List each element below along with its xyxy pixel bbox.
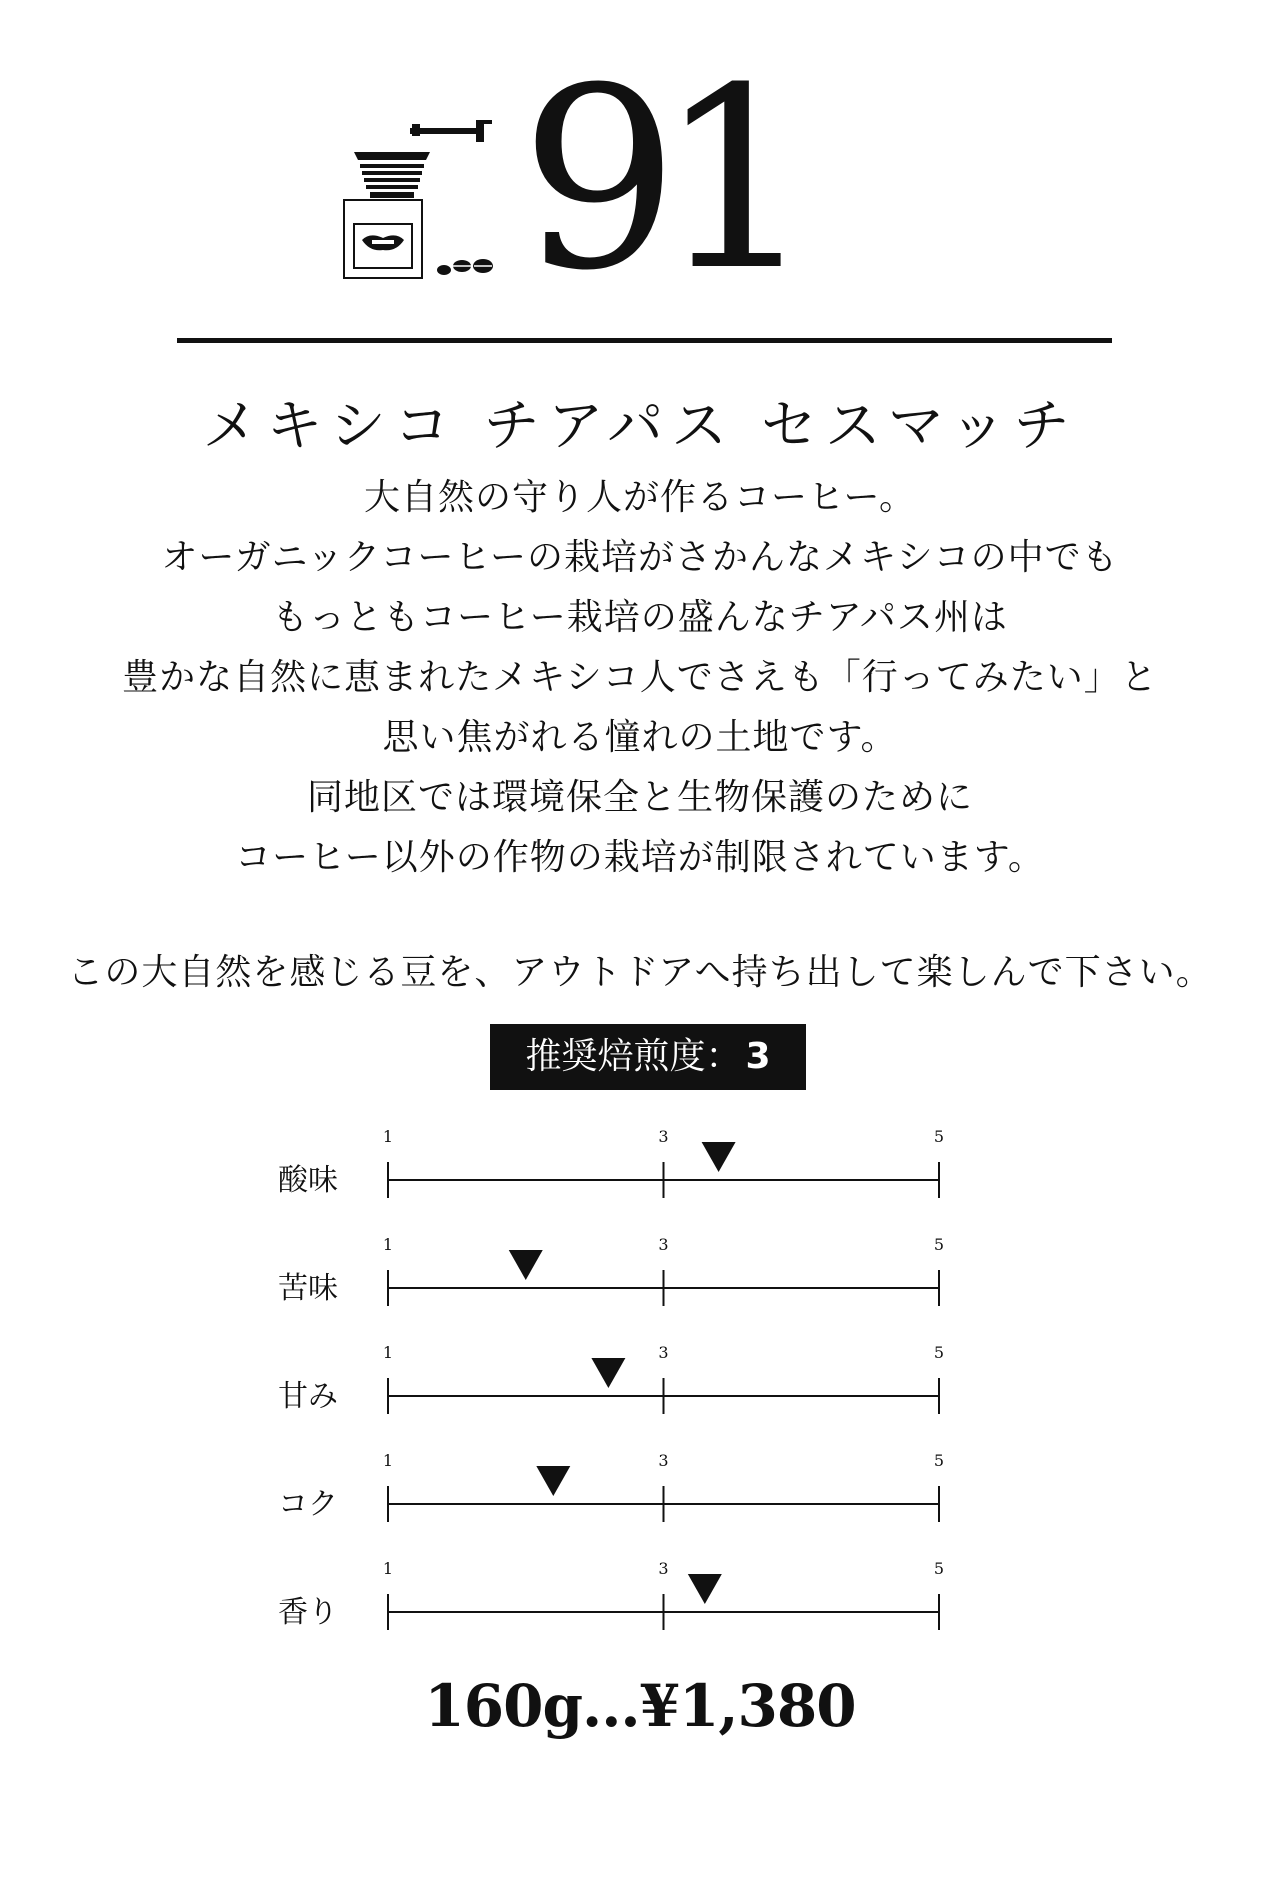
price: 160g...¥1,380: [424, 1672, 856, 1740]
description-line: もっともコーヒー栽培の盛んなチアパス州は: [272, 597, 1008, 638]
scale-tick-label: 1: [382, 1127, 394, 1146]
scale-marker: [702, 1142, 736, 1172]
scale-tick-label: 3: [658, 1559, 669, 1578]
scale-tick-label: 5: [933, 1559, 945, 1578]
scale-marker: [688, 1574, 722, 1604]
scale-tick-label: 5: [933, 1451, 945, 1470]
scale-marker: [509, 1250, 543, 1280]
scale-label: 酸味: [278, 1163, 338, 1198]
scale-tick-label: 3: [658, 1127, 669, 1146]
description-line: コーヒー以外の作物の栽培が制限されています。: [235, 837, 1045, 878]
scale-tick-label: 3: [658, 1235, 669, 1254]
scale-tick-label: 1: [382, 1451, 394, 1470]
description-line: 大自然の守り人が作るコーヒー。: [363, 477, 917, 518]
product-number: 91: [520, 34, 795, 325]
scale-label: 香り: [278, 1595, 338, 1630]
header: [0, 0, 1280, 330]
scale-marker: [536, 1466, 570, 1496]
taste-scales: [0, 1120, 1280, 1650]
scale-tick-label: 3: [658, 1343, 669, 1362]
divider: [177, 338, 1112, 343]
scale-label: コク: [278, 1487, 338, 1522]
description-line: 同地区では環境保全と生物保護のために: [306, 777, 973, 818]
roast-badge: [490, 1024, 806, 1090]
scale-tick-label: 3: [658, 1451, 669, 1470]
description-line: 豊かな自然に恵まれたメキシコ人でさえも「行ってみたい」と: [122, 657, 1158, 698]
scale-tick-label: 1: [382, 1343, 394, 1362]
scale-tick-label: 5: [933, 1235, 945, 1254]
scale-marker: [591, 1358, 625, 1388]
scale-tick-label: 1: [382, 1235, 394, 1254]
scale-tick-label: 1: [382, 1559, 394, 1578]
product-title: メキシコ チアパス セスマッチ: [202, 394, 1078, 459]
scale-tick-label: 5: [933, 1127, 945, 1146]
description-line: 思い焦がれる憧れの土地です。: [382, 717, 898, 758]
tagline: この大自然を感じる豆を、アウトドアへ持ち出して楽しんで下さい。: [67, 952, 1213, 993]
roast-label: 推奨焙煎度：: [525, 1036, 742, 1077]
scale-tick-label: 5: [933, 1343, 945, 1362]
description-line: オーガニックコーヒーの栽培がさかんなメキシコの中でも: [161, 537, 1119, 578]
description: [60, 468, 1220, 888]
scale-label: 苦味: [278, 1271, 338, 1306]
roast-value: 3: [745, 1036, 771, 1077]
scale-label: 甘み: [278, 1379, 338, 1414]
coffee-grinder-icon: [340, 120, 520, 280]
